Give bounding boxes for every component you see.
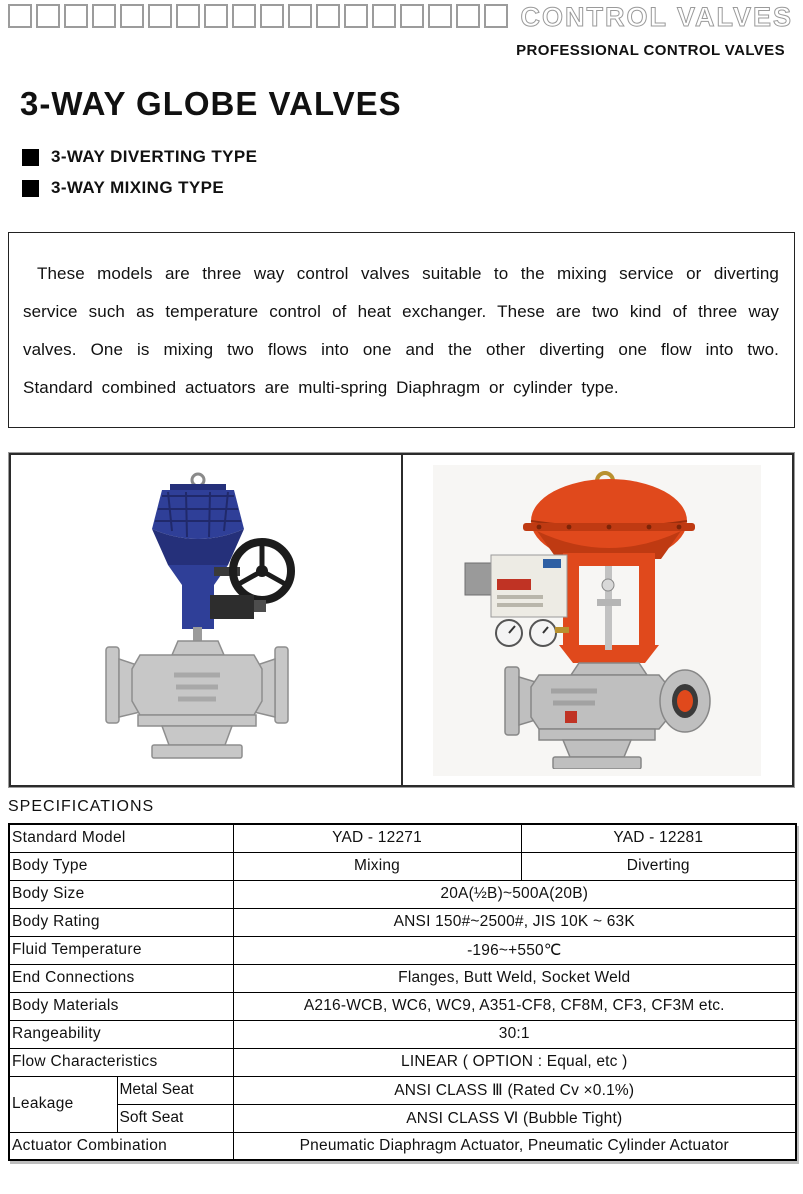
valve-photo-right	[447, 467, 747, 769]
table-row-standard-model	[9, 824, 796, 852]
fluid-temperature-value: -196~+550℃	[233, 936, 796, 964]
brand-watermark-text: CONTROL VALVES	[520, 2, 793, 32]
table-row-actuator-combination	[9, 1132, 796, 1160]
placeholder-square	[204, 4, 228, 28]
table-row-leakage-soft-seat	[9, 1104, 796, 1132]
placeholder-square	[260, 4, 284, 28]
body-materials-value: A216-WCB, WC6, WC9, A351-CF8, CF8M, CF3, CF3M etc.	[233, 992, 796, 1020]
list-item-label: 3-WAY MIXING TYPE	[51, 178, 225, 197]
table-row-leakage-metal-seat	[9, 1076, 796, 1104]
placeholder-square	[92, 4, 116, 28]
standard-model-mixing: YAD - 12271	[233, 824, 521, 852]
placeholder-square	[484, 4, 508, 28]
placeholder-square	[428, 4, 452, 28]
placeholder-square	[344, 4, 368, 28]
row-label: Body Materials	[9, 992, 233, 1020]
body-type-diverting: Diverting	[521, 852, 796, 880]
placeholder-square	[36, 4, 60, 28]
bullet-square-icon	[22, 149, 39, 166]
metal-seat-value: ANSI CLASS Ⅲ (Rated Cv ×0.1%)	[233, 1076, 796, 1104]
header-placeholder-squares	[8, 4, 508, 28]
row-label: Body Size	[9, 880, 233, 908]
row-label: Actuator Combination	[9, 1132, 233, 1160]
product-photos	[9, 453, 794, 787]
specifications-heading: SPECIFICATIONS	[8, 798, 155, 815]
leakage-label: Leakage	[9, 1076, 117, 1132]
row-label: Standard Model	[9, 824, 233, 852]
table-row-fluid-temperature	[9, 936, 796, 964]
placeholder-square	[148, 4, 172, 28]
photo-background	[433, 465, 761, 776]
placeholder-square	[232, 4, 256, 28]
soft-seat-label: Soft Seat	[117, 1104, 233, 1132]
body-type-mixing: Mixing	[233, 852, 521, 880]
row-label: Body Type	[9, 852, 233, 880]
body-size-value: 20A(½B)~500A(20B)	[233, 880, 796, 908]
table-row-body-size	[9, 880, 796, 908]
metal-seat-label: Metal Seat	[117, 1076, 233, 1104]
row-label: Body Rating	[9, 908, 233, 936]
valve-photo-left	[76, 469, 336, 771]
placeholder-square	[400, 4, 424, 28]
flow-characteristics-value: LINEAR ( OPTION : Equal, etc )	[233, 1048, 796, 1076]
description-text: These models are three way control valves suitable to the mixing service or diverting service such as temperature control of heat exchanger. These are two kind of three way valves. One is mixing two flows into one and the other diverting one flow into two. Standard combined actuators are multi-spring Diaphragm or cylinder type.	[23, 264, 779, 397]
table-row-body-materials	[9, 992, 796, 1020]
placeholder-square	[64, 4, 88, 28]
type-list	[22, 147, 795, 198]
valve-photo-left-cell	[11, 455, 401, 785]
placeholder-square	[316, 4, 340, 28]
row-label: Rangeability	[9, 1020, 233, 1048]
product-photos-frame	[8, 452, 795, 788]
table-row-flow-characteristics	[9, 1048, 796, 1076]
list-item-mixing-type	[22, 178, 795, 198]
rangeability-value: 30:1	[233, 1020, 796, 1048]
placeholder-square	[120, 4, 144, 28]
placeholder-square	[288, 4, 312, 28]
list-item-label: 3-WAY DIVERTING TYPE	[51, 147, 258, 166]
row-label: Flow Characteristics	[9, 1048, 233, 1076]
description-box	[8, 232, 795, 428]
placeholder-square	[176, 4, 200, 28]
soft-seat-value: ANSI CLASS Ⅵ (Bubble Tight)	[233, 1104, 796, 1132]
standard-model-diverting: YAD - 12281	[521, 824, 796, 852]
placeholder-square	[456, 4, 480, 28]
table-row-body-rating	[9, 908, 796, 936]
valve-photo-right-cell	[401, 455, 793, 785]
row-label: Fluid Temperature	[9, 936, 233, 964]
table-row-rangeability	[9, 1020, 796, 1048]
page-title: 3-WAY GLOBE VALVES	[20, 85, 402, 122]
row-label: End Connections	[9, 964, 233, 992]
placeholder-square	[372, 4, 396, 28]
placeholder-square	[8, 4, 32, 28]
tagline: PROFESSIONAL CONTROL VALVES	[516, 42, 785, 59]
list-item-diverting-type	[22, 147, 795, 167]
actuator-combination-value: Pneumatic Diaphragm Actuator, Pneumatic Cylinder Actuator	[233, 1132, 796, 1160]
header	[8, 0, 795, 30]
body-rating-value: ANSI 150#~2500#, JIS 10K ~ 63K	[233, 908, 796, 936]
bullet-square-icon	[22, 180, 39, 197]
table-row-body-type	[9, 852, 796, 880]
specifications-table	[8, 823, 797, 1161]
table-row-end-connections	[9, 964, 796, 992]
end-connections-value: Flanges, Butt Weld, Socket Weld	[233, 964, 796, 992]
